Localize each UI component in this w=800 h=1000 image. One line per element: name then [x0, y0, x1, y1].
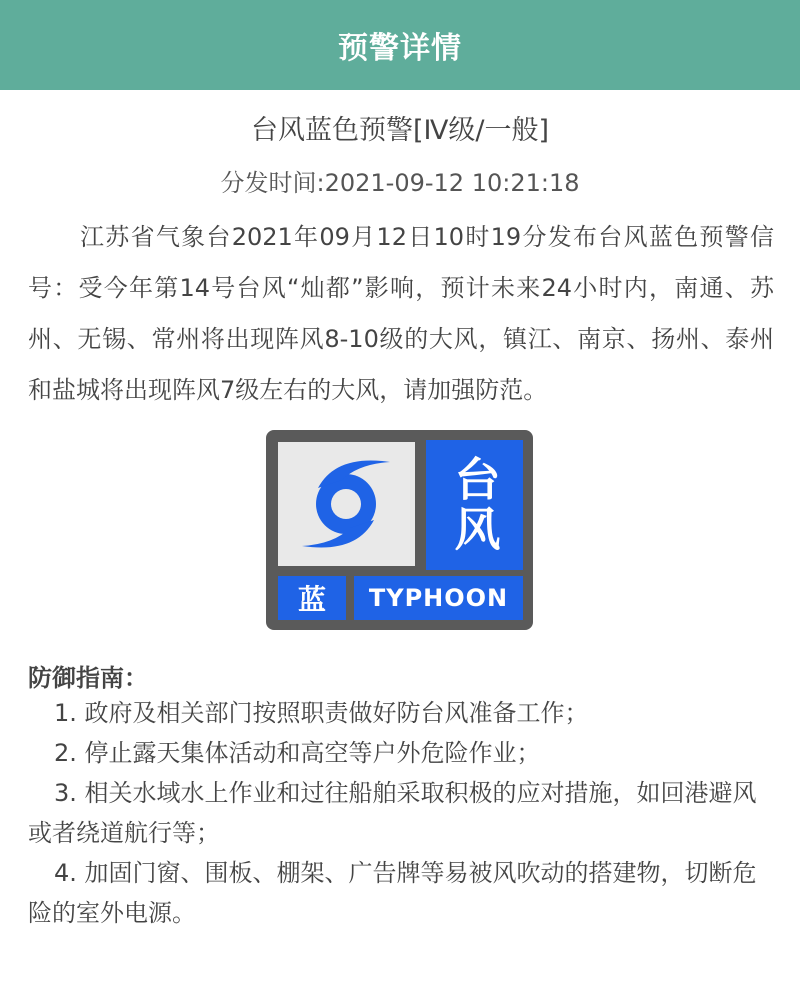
typhoon-swirl-icon	[278, 442, 415, 566]
typhoon-warning-badge	[266, 430, 533, 630]
defense-guide-list	[28, 693, 774, 933]
issue-time-label: 分发时间:	[220, 169, 325, 197]
typhoon-icon-box	[278, 442, 415, 566]
guide-item-3: 3. 相关水域水上作业和过往船舶采取积极的应对措施，如回港避风或者绕道航行等；	[28, 779, 757, 847]
typhoon-english-label: TYPHOON	[368, 584, 509, 612]
issue-time	[0, 163, 800, 198]
guide-item-4: 4. 加固门窗、围板、棚架、广告牌等易被风吹动的搭建物，切断危险的室外电源。	[28, 859, 757, 927]
defense-guide-heading: 防御指南：	[28, 664, 148, 692]
guide-item-1: 1. 政府及相关部门按照职责做好防台风准备工作；	[54, 699, 589, 727]
page-title: 预警详情	[338, 31, 462, 66]
level-color-label: 蓝	[297, 583, 326, 616]
level-color-box	[278, 576, 346, 620]
issue-time-value: 2021-09-12 10:21:18	[324, 169, 580, 197]
warning-title: 台风蓝色预警[Ⅳ级/一般]	[250, 115, 550, 146]
warning-content: 江苏省气象台2021年09月12日10时19分发布台风蓝色预警信号：受今年第14号台风“灿都”影响，预计未来24小时内，南通、苏州、无锡、常州将出现阵风8-10级的大风，镇江、南京、扬州、泰州和盐城将出现阵风7级左右的大风，请加强防范。	[28, 223, 774, 404]
typhoon-char-box	[426, 440, 523, 570]
header-bar	[0, 0, 800, 90]
guide-item-2: 2. 停止露天集体活动和高空等户外危险作业；	[54, 739, 541, 767]
typhoon-char: 台风	[447, 455, 502, 555]
typhoon-english-box	[354, 576, 523, 620]
